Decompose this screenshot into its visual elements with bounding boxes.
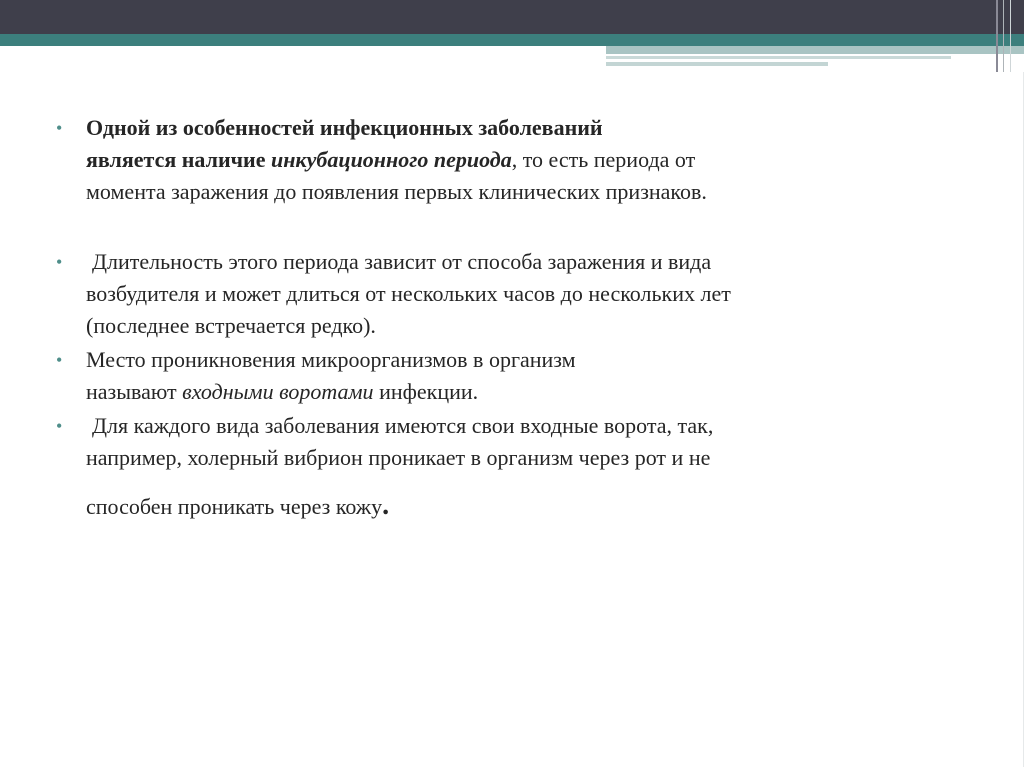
header-edge-line <box>1003 0 1004 72</box>
bullet-end-period: . <box>382 490 390 521</box>
bullet-text: называют <box>86 379 183 404</box>
bullet-icon: • <box>56 350 63 370</box>
bullet-text: момента заражения до появления первых клинических признаков. <box>86 179 707 204</box>
bullet-text: например, холерный вибрион проникает в организм через рот и не <box>86 445 711 470</box>
bullet-list <box>56 112 926 523</box>
bullet-text: возбудителя и может длиться от нескольких часов до нескольких лет <box>86 281 731 306</box>
bullet-item <box>56 344 926 408</box>
header-edge-line <box>996 0 998 72</box>
bullet-item <box>56 112 926 208</box>
bullet-icon: • <box>56 416 63 436</box>
bullet-icon: • <box>56 118 63 138</box>
header-bar-light <box>606 46 1024 54</box>
bullet-icon: • <box>56 252 63 272</box>
header-bar-light-short <box>606 62 828 66</box>
bullet-text: Длительность этого периода зависит от способа заражения и вида <box>92 249 712 274</box>
slide-content <box>56 112 926 523</box>
header-edge-line <box>1010 0 1011 72</box>
bullet-text: инфекции. <box>373 379 479 404</box>
bullet-item <box>56 246 926 342</box>
bullet-text: (последнее встречается редко). <box>86 313 376 338</box>
header-bar-light-thin <box>606 56 951 59</box>
bullet-text: Место проникновения микроорганизмов в организм <box>86 347 576 372</box>
bullet-text: способен проникать через кожу <box>86 494 383 519</box>
bullet-term: инкубационного периода <box>270 147 512 172</box>
bullet-term: входными воротами <box>182 379 374 404</box>
header-bar-teal <box>0 34 1024 46</box>
bullet-text: Для каждого вида заболевания имеются свои входные ворота, так, <box>92 413 714 438</box>
bullet-item <box>56 410 926 523</box>
bullet-text: является наличие <box>86 147 271 172</box>
header-bar-dark <box>0 0 1024 34</box>
bullet-text: Одной из особенностей инфекционных заболеваний <box>86 115 603 140</box>
bullet-text: , то есть периода от <box>511 147 696 172</box>
bullet-last-line <box>86 490 926 523</box>
